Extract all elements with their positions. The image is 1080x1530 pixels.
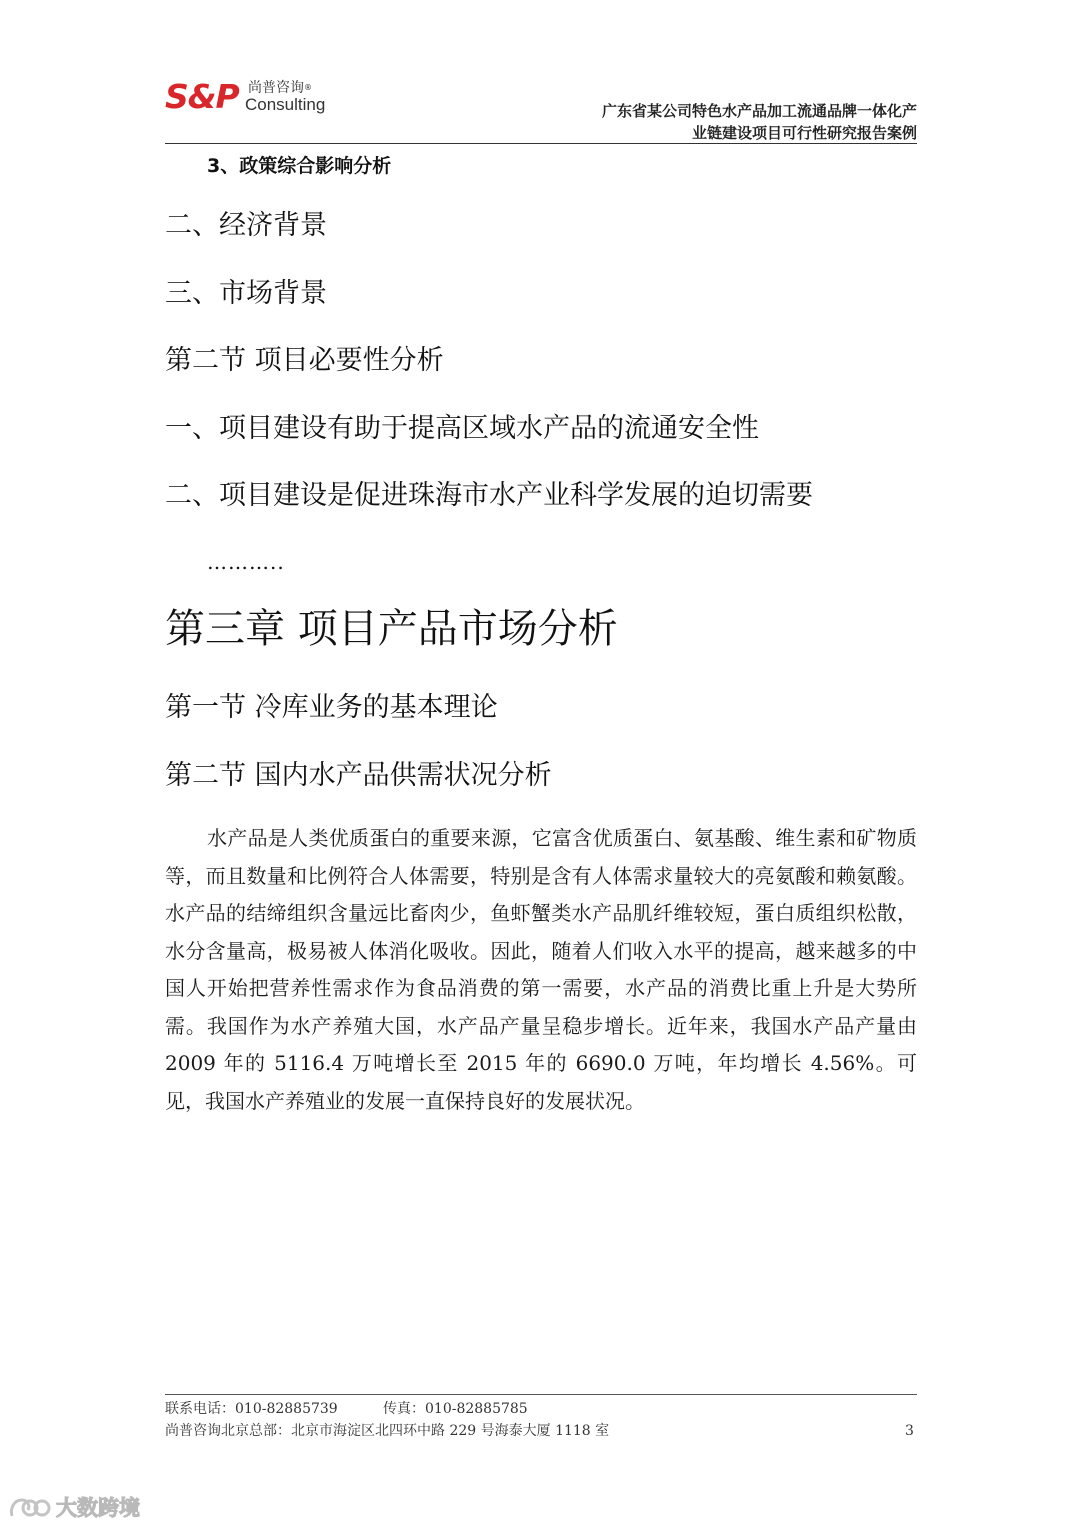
footer-phone: 联系电话：010-82885739 (165, 1401, 338, 1417)
toc-item-policy-analysis: 3、政策综合影响分析 (207, 155, 392, 177)
toc-item-market-background: 三、市场背景 (165, 278, 327, 309)
toc-section-necessity: 第二节 项目必要性分析 (165, 345, 444, 376)
watermark-logo-icon (8, 1494, 52, 1522)
footer-fax: 传真：010-82885785 (383, 1401, 528, 1417)
toc-item-circulation-safety: 一、项目建设有助于提高区域水产品的流通安全性 (165, 413, 759, 444)
header-title-line-2: 业链建设项目可行性研究报告案例 (691, 124, 917, 142)
chapter-3-heading: 第三章 项目产品市场分析 (165, 606, 618, 652)
watermark (8, 1492, 148, 1524)
company-logo (165, 78, 335, 118)
page-number: 3 (905, 1423, 914, 1439)
watermark-text: 大数跨境 (56, 1496, 140, 1520)
body-paragraph: 水产品是人类优质蛋白的重要来源，它富含优质蛋白、氨基酸、维生素和矿物质等，而且数量和比例符合人体需要，特别是含有人体需求量较大的亮氨酸和赖氨酸。水产品的结缔组织含量远比畜肉少，鱼虾蟹类水产品肌纤维较短，蛋白质组织松散，水分含量高，极易被人体消化吸收。因此，随着人们收入水平的提高，越来越多的中国人开始把营养性需求作为食品消费的第一需要，水产品的消费比重上升是大势所需。我国作为水产养殖大国，水产品产量呈稳步增长。近年来，我国水产品产量由 2009 年的 5116.4 万吨增长至 2015 年的 6690.0 万吨，年均增长 4.56%。可见，我国水产养殖业的发展一直保持良好的发展状况。 (165, 826, 917, 1113)
logo-english-name: Consulting (245, 95, 326, 114)
toc-item-zhuhai-development: 二、项目建设是促进珠海市水产业科学发展的迫切需要 (165, 480, 813, 511)
section-2-heading: 第二节 国内水产品供需状况分析 (165, 760, 552, 791)
footer-address: 尚普咨询北京总部：北京市海淀区北四环中路 229 号海泰大厦 1118 室 (165, 1423, 610, 1439)
logo-mark: S&P (165, 77, 239, 116)
logo-chinese-name: 尚普咨询® (248, 80, 312, 96)
header-title-line-1: 广东省某公司特色水产品加工流通品牌一体化产 (601, 102, 917, 120)
footer-divider (165, 1394, 917, 1395)
toc-ellipsis: ……….. (207, 550, 285, 574)
header-divider (165, 143, 917, 144)
document-header-title (497, 100, 917, 144)
section-1-heading: 第一节 冷库业务的基本理论 (165, 692, 498, 723)
toc-item-economic-background: 二、经济背景 (165, 210, 327, 241)
